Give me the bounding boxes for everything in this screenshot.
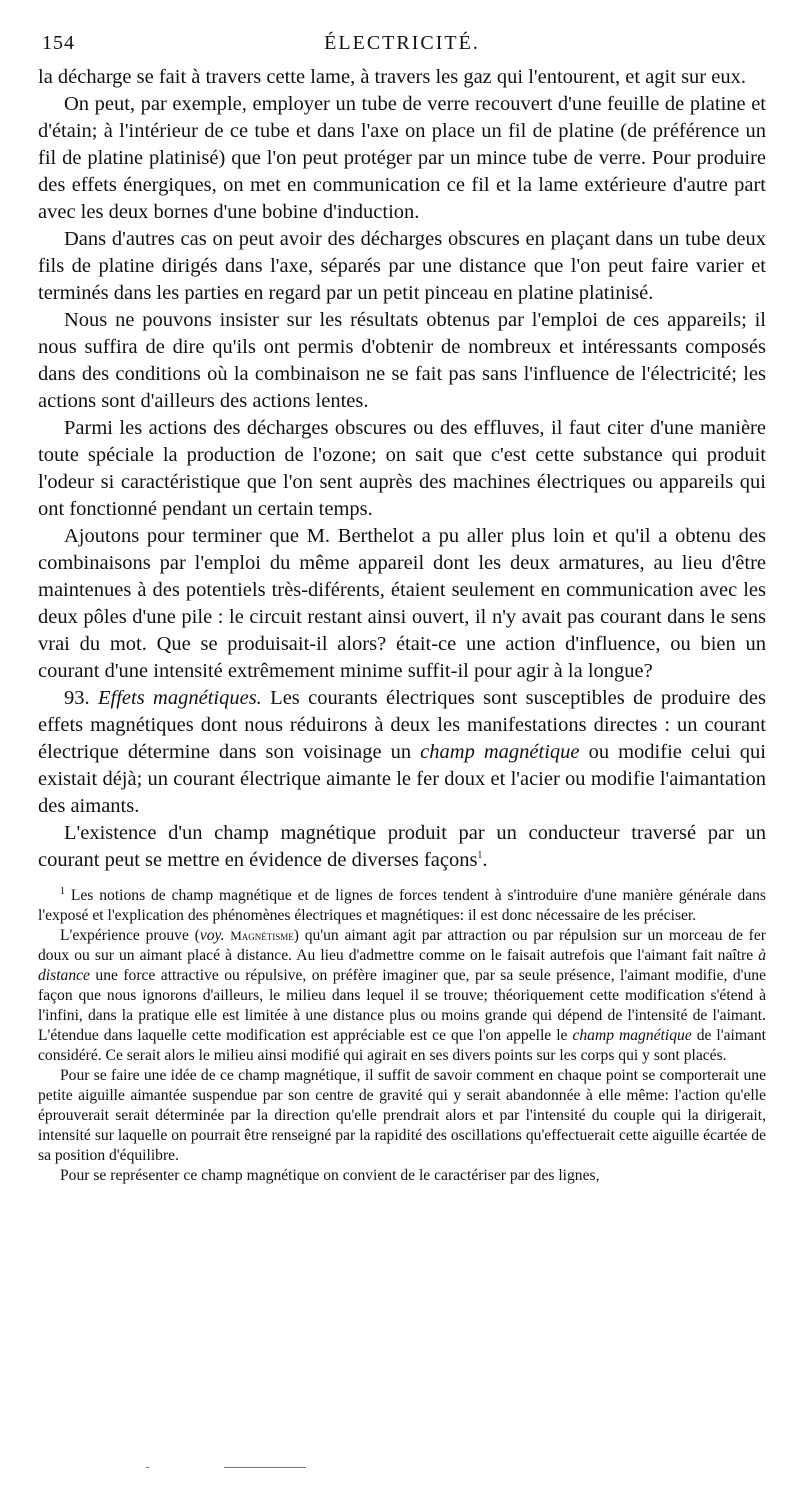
text-run: L'existence d'un champ magnétique produit par un conducteur traversé par un courant peut se mettre en évidence de diverses façons: [38, 822, 766, 871]
paragraph: la décharge se fait à travers cette lame, à travers les gaz qui l'entourent, et agit sur eux.: [38, 66, 746, 88]
book-page: [38, 28, 766, 1186]
text-run: Les notions de champ magnétique et de lignes de forces tendent à s'introduire d'une manière générale dans l'exposé et l'explication des phénomènes électriques et magnétiques: il est donc nécessaire de les préciser.: [38, 887, 766, 924]
page-header: [38, 28, 766, 64]
footnote: Pour se faire une idée de ce champ magnétique, il suffit de savoir comment en chaque point se comporterait une petite aiguille aimantée suspendue par son centre de gravité qui y serait abandonnée à elle même: l'action qu'elle éprouverait serait déterminée par la direction qu'elle prendrait alors et par l'intensité du couple qui la dirigerait, intensité sur laquelle on pourrait être renseigné par la rapidité des oscillations qu'effectuerait cette aiguille écartée de sa position d'équilibre.: [38, 1067, 766, 1164]
paragraph: Nous ne pouvons insister sur les résultats obtenus par l'emploi de ces appareils; il nous suffira de dire qu'ils ont permis d'obtenir de nombreux et intéressants composés dans des conditions où la combinaison ne se fait pas sans l'influence de l'électricité; les actions sont d'ailleurs des actions lentes.: [38, 309, 766, 412]
text-run: ou modifie celui qui existait déjà; un courant électrique aimante le fer doux et l'acier ou modifie l'aimantation des aimants.: [38, 741, 766, 817]
text-run: ) qu'un aimant agit par attraction ou par répulsion sur un morceau de fer doux ou sur un aimant placé à distance. Au lieu d'admettre comme on le faisait autrefois que l'aimant fait naître: [38, 927, 766, 964]
text-run: .: [482, 849, 488, 871]
emphasis: à distance: [38, 947, 766, 984]
text-run: une force attractive ou répulsive, on préfère imaginer que, par sa seule présence, l'aimant modifie, d'une façon que nous ignorons d'ailleurs, le milieu dans lequel il se trouve; théoriquement cette modification s'étend à l'infini, dans la pratique elle est limitée à une distance plus ou moins grande qui dépend de l'intensité de l'aimant. L'étendue dans laquelle cette modification est appréciable est ce que l'on appelle le: [38, 967, 766, 1044]
footnote-mark: 1: [60, 885, 65, 897]
paragraph: Parmi les actions des décharges obscures ou des effluves, il faut citer d'une manière toute spéciale la production de l'ozone; on sait que c'est cette substance qui produit l'odeur si caractéristique que l'on sent auprès des machines électriques ou appareils qui ont fonctionné pendant un certain temps.: [38, 417, 766, 520]
section-paragraph: [38, 685, 766, 820]
footnote-ref[interactable]: 1: [477, 850, 483, 862]
emphasis: voy.: [199, 927, 225, 944]
paragraph: Dans d'autres cas on peut avoir des décharges obscures en plaçant dans un tube deux fils de platine dirigés dans l'axe, séparés par une distance que l'on peut faire varier et terminés dans les parties en regard par un petit pinceau en platine platinisé.: [38, 228, 766, 304]
emphasis: champ magnétique: [572, 1027, 692, 1044]
text-run: de l'aimant considéré. Ce serait alors le milieu ainsi modifié qui agirait en ses divers points sur les corps qui y sont placés.: [38, 1027, 766, 1064]
page-number: 154: [42, 32, 75, 54]
text-run: Les courants électriques sont susceptibles de produire des effets magnétiques dont nous réduirons à deux les manifestations directes : un courant électrique détermine dans son voisinage un: [38, 687, 766, 763]
footnote: [38, 886, 766, 926]
footnotes: [38, 886, 766, 1186]
small-caps-ref: Magnétisme: [230, 928, 294, 943]
bottom-rule-marks: [146, 1467, 306, 1469]
running-title: ÉLECTRICITÉ.: [324, 32, 480, 54]
section-number: 93.: [64, 687, 90, 709]
emphasis: champ magnétique: [420, 741, 580, 763]
text-run: L'expérience prouve (: [60, 927, 200, 944]
main-text: [38, 64, 766, 874]
paragraph: [38, 820, 766, 874]
section-title: Effets magnétiques.: [98, 687, 262, 709]
paragraph: Ajoutons pour terminer que M. Berthelot a pu aller plus loin et qu'il a obtenu des combinaisons par l'emploi du même appareil dont les deux armatures, au lieu d'être maintenues à des potentiels très-diférents, étaient seulement en communication avec les deux pôles d'une pile : le circuit restant ainsi ouvert, il n'y avait pas courant dans le sens vrai du mot. Que se produisait-il alors? était-ce une action d'influence, ou bien un courant d'une intensité extrêmement minime suffit-il pour agir à la longue?: [38, 525, 766, 682]
footnote: Pour se représenter ce champ magnétique on convient de le caractériser par des lignes,: [60, 1167, 600, 1184]
paragraph: On peut, par exemple, employer un tube de verre recouvert d'une feuille de platine et d'étain; à l'intérieur de ce tube et dans l'axe on place un fil de platine (de préférence un fil de platine platinisé) que l'on peut protéger par un mince tube de verre. Pour produire des effets énergiques, on met en communication ce fil et la lame extérieure d'autre part avec les deux bornes d'une bobine d'induction.: [38, 93, 766, 223]
footnote: [38, 926, 766, 1066]
